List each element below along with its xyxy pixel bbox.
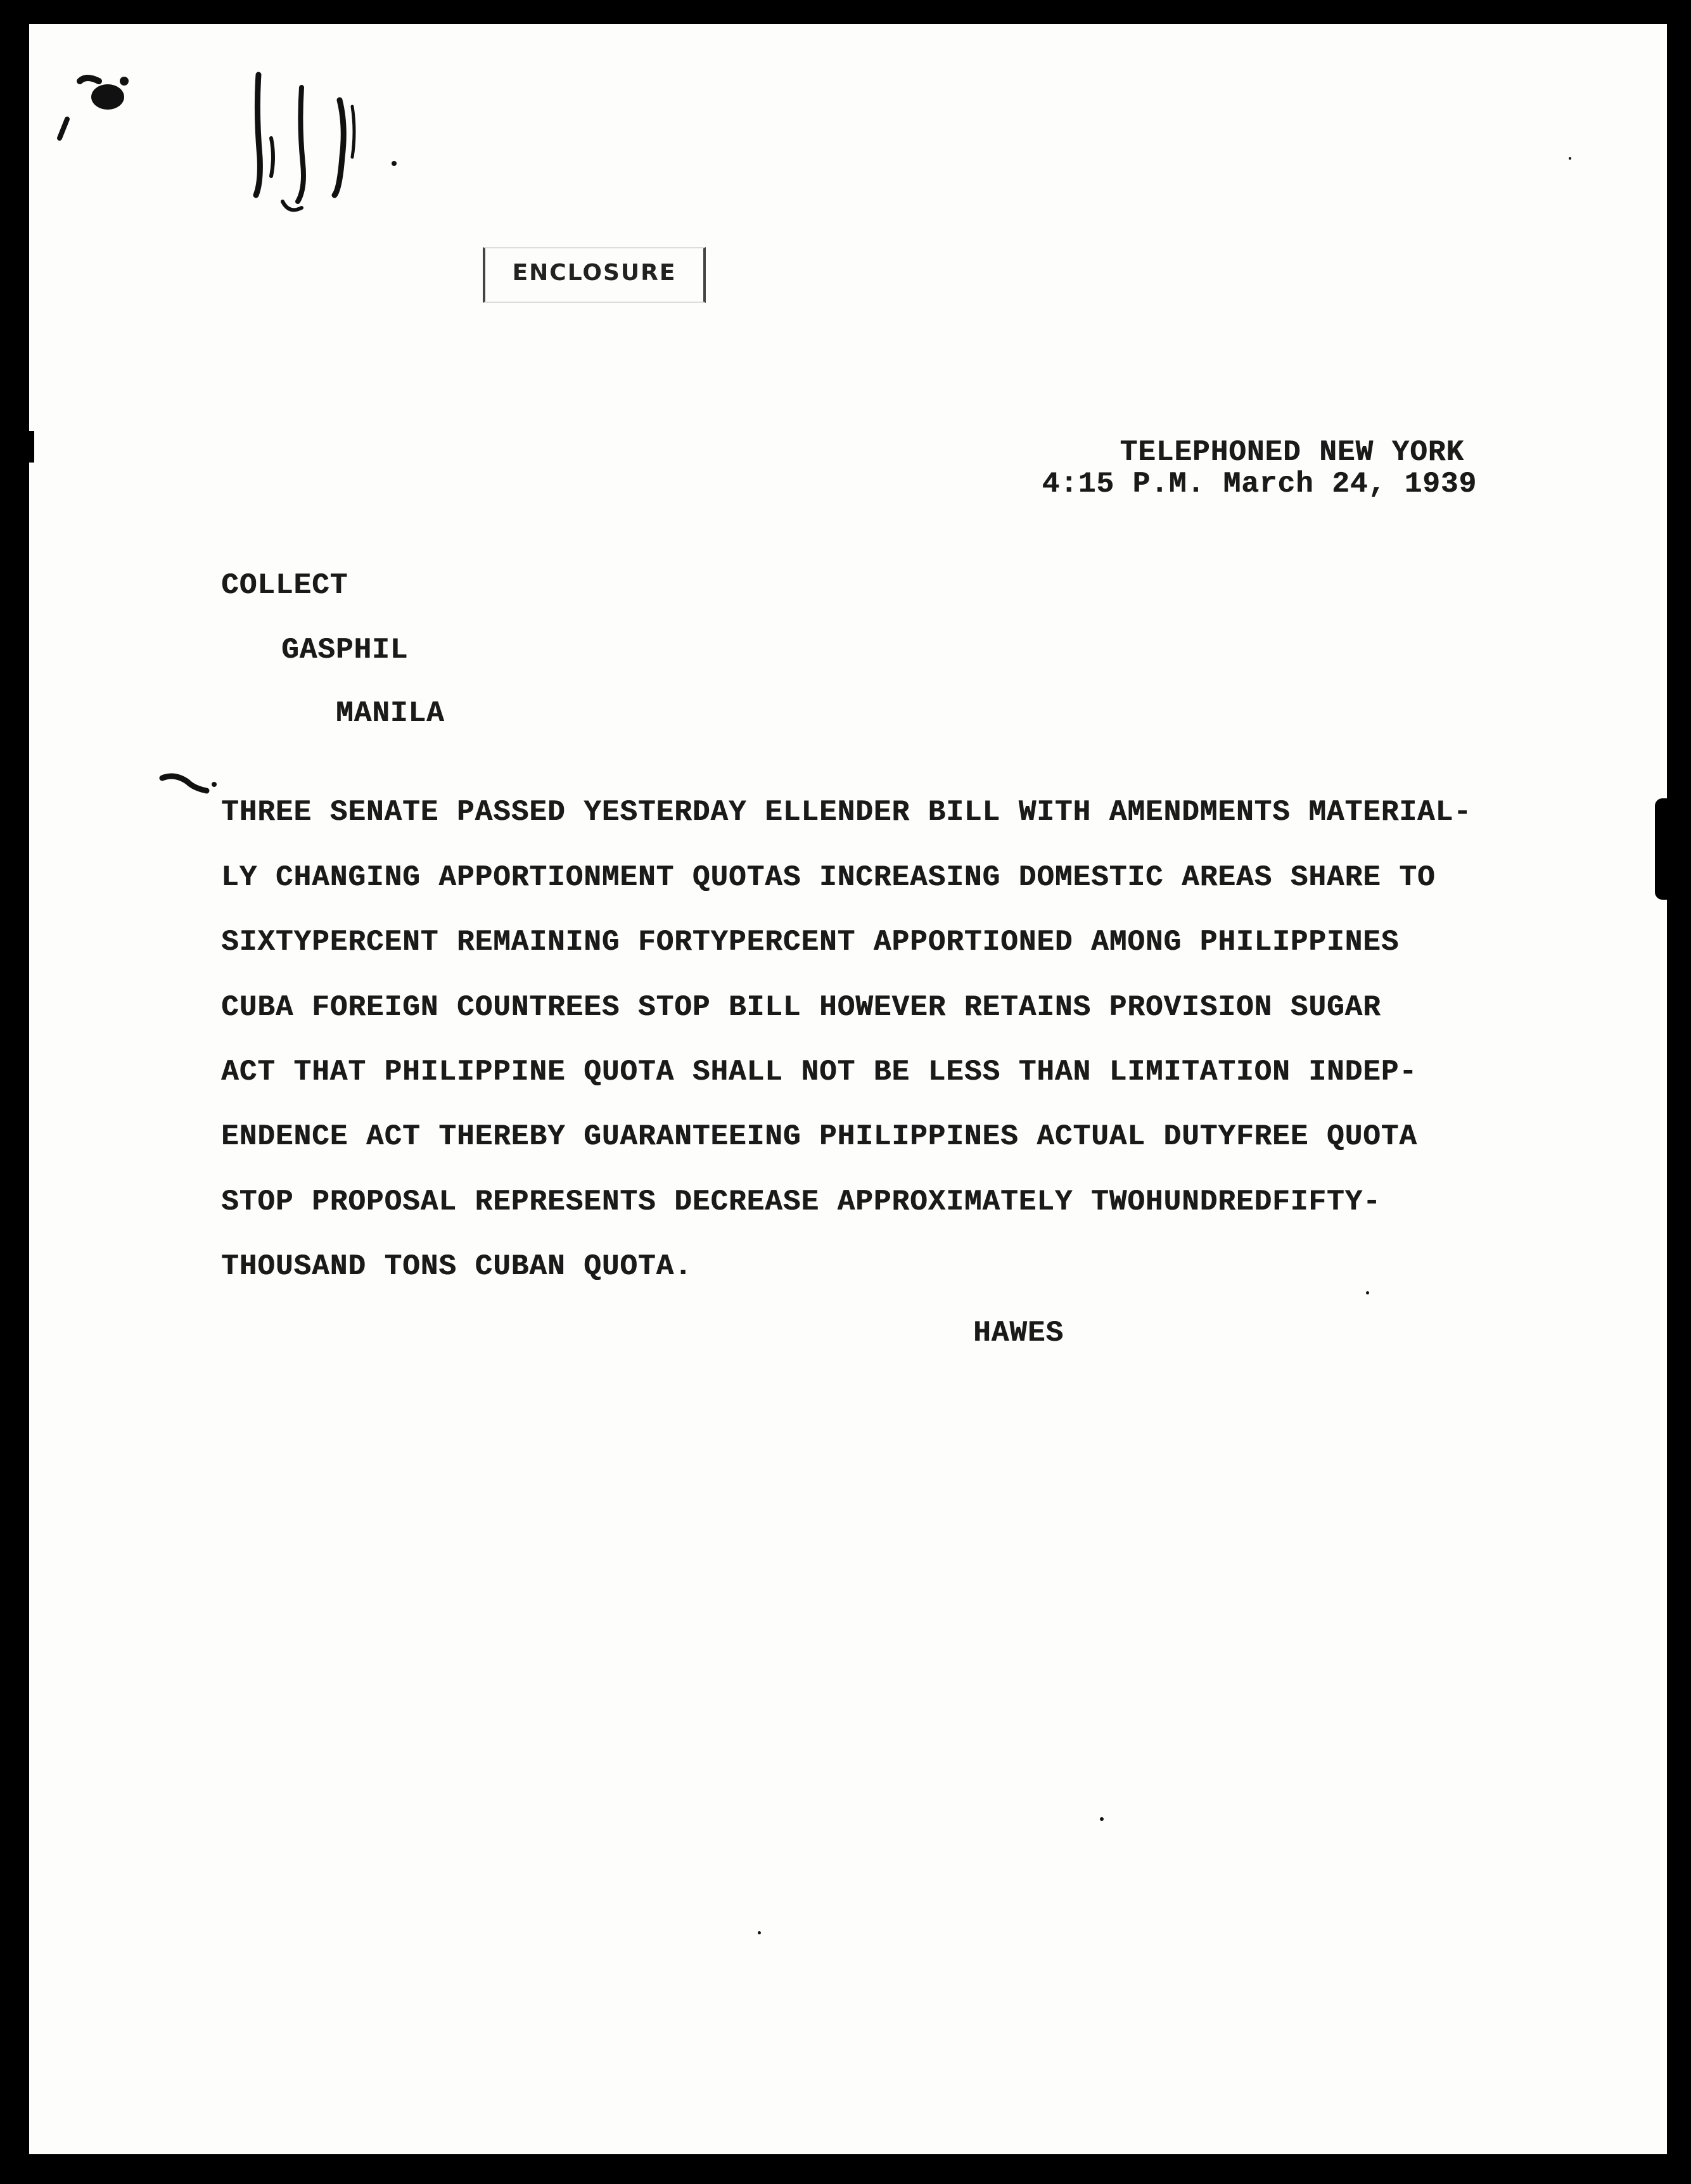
address-manila: MANILA <box>336 697 445 730</box>
speck <box>758 1931 761 1934</box>
edge-mark-left <box>25 431 34 463</box>
address-gasphil: GASPHIL <box>281 634 409 667</box>
body-line-5: ACT THAT PHILIPPINE QUOTA SHALL NOT BE LESS THAN LIMITATION INDEP- <box>221 1056 1417 1089</box>
address-collect: COLLECT <box>221 569 348 602</box>
body-line-6: ENDENCE ACT THEREBY GUARANTEEING PHILIPPINES ACTUAL DUTYFREE QUOTA <box>221 1120 1417 1153</box>
speck <box>1569 157 1571 160</box>
body-line-4: CUBA FOREIGN COUNTREES STOP BILL HOWEVER RETAINS PROVISION SUGAR <box>221 991 1381 1024</box>
body-line-1: THREE SENATE PASSED YESTERDAY ELLENDER BILL WITH AMENDMENTS MATERIAL- <box>221 796 1472 829</box>
header-telephoned-line: TELEPHONED NEW YORK <box>1120 436 1464 469</box>
handwritten-initials <box>42 43 435 252</box>
edge-mark-right <box>1655 798 1674 900</box>
signature-hawes: HAWES <box>973 1317 1064 1350</box>
body-line-8: THOUSAND TONS CUBAN QUOTA. <box>221 1250 692 1283</box>
body-line-7: STOP PROPOSAL REPRESENTS DECREASE APPROXIMATELY TWOHUNDREDFIFTY- <box>221 1185 1381 1218</box>
body-line-2: LY CHANGING APPORTIONMENT QUOTAS INCREASING DOMESTIC AREAS SHARE TO <box>221 861 1436 894</box>
speck <box>1366 1291 1369 1294</box>
ink-mark <box>156 765 226 803</box>
header-time-date-line: 4:15 P.M. March 24, 1939 <box>1042 468 1477 501</box>
enclosure-stamp <box>483 247 706 303</box>
stamp-text: ENCLOSURE <box>512 260 677 286</box>
body-line-3: SIXTYPERCENT REMAINING FORTYPERCENT APPORTIONED AMONG PHILIPPINES <box>221 926 1400 959</box>
document-page <box>29 24 1667 2154</box>
speck <box>1100 1817 1104 1821</box>
